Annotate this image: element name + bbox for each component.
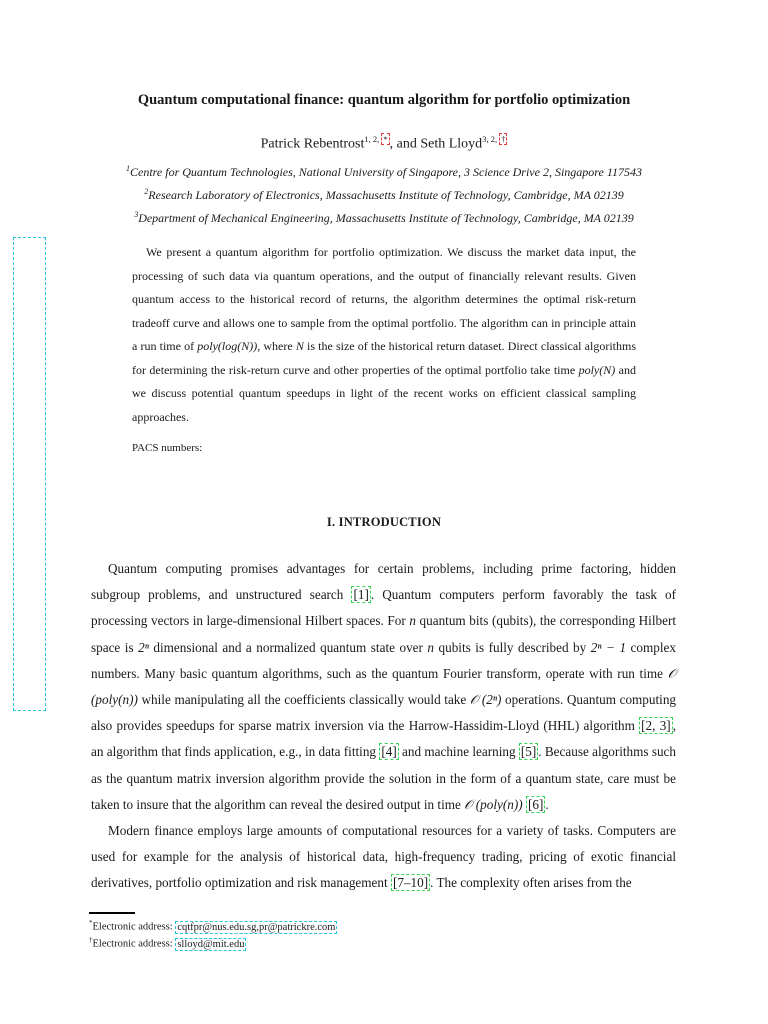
author-connector: , and [389,136,421,152]
math-inline: poly(log(N)) [197,339,258,353]
affiliation: $^1$Centre for Quantum Technologies, National University of Singapore, 3 Science Drive 2, Singapore 117543 [126,164,642,179]
citation-link[interactable]: [7–10] [392,875,429,891]
citation-link[interactable]: [5] [520,744,537,760]
math-inline: poly(N) [578,362,616,377]
section-heading: I. INTRODUCTION [326,515,442,529]
author-name: Seth Lloyd [420,136,483,152]
footnote-link-author1[interactable]: * [383,134,388,144]
citation-link[interactable]: [6] [527,796,544,812]
pacs-numbers: PACS numbers: [132,442,203,454]
affiliation: $^2$Research Laboratory of Electronics, Massachusetts Institute of Technology, Cambridge, MA 02139 [144,187,624,202]
arxiv-sidebar-stamp[interactable] [13,237,46,711]
paper-title: Quantum computational finance: quantum algorithm for portfolio optimization [137,92,631,108]
footnote: †Electronic address: slloyd@mit.edu [89,936,245,950]
footnote: *Electronic address: cqtfpr@nus.edu.sg,pr@patrickre.com [89,919,336,933]
author-line [0,134,768,153]
author-affil-sup: 3, 2, [482,134,498,144]
intro-paragraph: Modern finance employs large amounts of computational resources for a variety of tasks. Computers are used for example for the analysis of historical data, high-frequency trading, pricing of exotic financial derivatives, portfolio optimization and risk management [7–10] . The complexity often arises from the [91,823,676,891]
author-name: Patrick Rebentrost [260,136,365,152]
citation-link[interactable]: [4] [381,744,397,760]
author-affil-sup: 1, 2, [364,134,380,144]
footnote-link-author2[interactable]: † [501,134,506,144]
intro-paragraph: Quantum computing promises advantages for certain problems, including prime factoring, hidden subgroup problems, and unstructured search [1] . Quantum computers perform favorably the task of processing vectors in large-dimensional Hilbert spaces. For n quantum bits (qubits), the corresponding Hilbert space is 2ⁿ dimensional and a normalized quantum state over n qubits is fully described by 2ⁿ − 1 complex numbers. Many basic quantum algorithms, such as the quantum Fourier transform, operate with run time 𝒪 (poly(n)) while manipulating all the coefficients classically would take 𝒪 (2ⁿ) operations. Quantum computing also provides speedups for sparse matrix inversion via the Harrow-Hassidim-Lloyd (HHL) algorithm [2, 3] , an algorithm that finds application, e.g., in data fitting [4] and machine learning [5] . Because algorithms such as the quantum matrix inversion algorithm provide the solution in the form of a quantum state, care must be taken to insure that the algorithm can reveal the desired output in time 𝒪 (poly(n)) [6] . [91,561,677,812]
email-link[interactable]: cqtfpr@nus.edu.sg,pr@patrickre.com [177,921,336,933]
citation-link[interactable]: [1] [353,587,369,603]
math-inline: N [295,339,304,353]
email-link[interactable]: slloyd@mit.edu [177,938,245,950]
affiliation: $^3$Department of Mechanical Engineering, Massachusetts Institute of Technology, Cambridge, MA 02139 [134,210,634,225]
abstract: We present a quantum algorithm for portfolio optimization. We discuss the market data input, the processing of such data via quantum operations, and the output of financially relevant results. Given quantum access to the historical record of returns, the algorithm determines the optimal risk-return tradeoff curve and allows one to sample from the optimal portfolio. The algorithm can in principle attain a run time of poly(log(N)), where N is the size of the historical return dataset. Direct classical algorithms for determining the risk-return curve and other properties of the optimal portfolio take time poly(N) and we discuss potential quantum speedups in light of the recent works on efficient classical sampling approaches. [132,245,636,424]
citation-link[interactable]: [2, 3] [641,718,671,734]
footnote-rule [89,912,135,914]
